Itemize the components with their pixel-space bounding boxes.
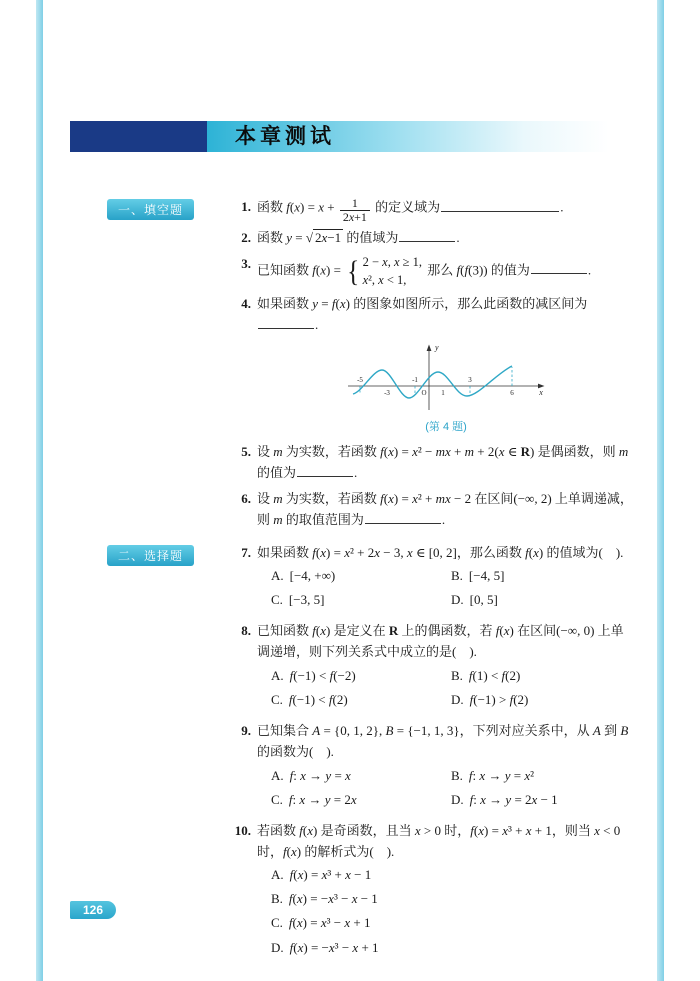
question-stem — [257, 254, 635, 289]
option-label: B. — [451, 767, 463, 783]
figure-caption: (第 4 题) — [425, 421, 467, 434]
option-label: C. — [271, 791, 283, 807]
text-run: 那么 — [424, 262, 457, 278]
text-run: 若函数 — [257, 822, 300, 838]
answer-blank — [531, 272, 587, 274]
answer-blank — [258, 327, 314, 329]
text-run: 时， — [441, 822, 471, 838]
case-row: 2 − x, x ≥ 1, — [362, 254, 423, 269]
question-stem — [257, 442, 635, 484]
text-run: . — [315, 316, 319, 332]
question-7 — [227, 543, 635, 617]
math-run: f(x) = x² + mx − 2 — [380, 490, 472, 506]
section-badge-choice: 二、选择题 — [107, 545, 194, 566]
option-text: f(−1) < f(2) — [288, 692, 348, 708]
function-graph — [346, 340, 546, 416]
text-run: 为实数，若函数 — [282, 490, 381, 506]
text-run: 在区间 — [471, 490, 514, 506]
option-label: B. — [451, 668, 463, 683]
option-text: f: x → y = 2x — [288, 791, 357, 807]
option-label: D. — [451, 791, 464, 807]
option-A — [271, 764, 451, 788]
question-8 — [227, 621, 635, 716]
text-run: 的值为 — [487, 262, 530, 278]
case-rows — [363, 254, 422, 289]
answer-blank — [365, 522, 441, 524]
option-text: f(x) = x³ − x + 1 — [288, 915, 371, 931]
option-text: f(x) = x³ + x − 1 — [289, 867, 372, 883]
option-C — [271, 688, 451, 712]
math-run: x < 0 — [594, 822, 621, 838]
option-A — [271, 664, 451, 688]
option-text: f(1) < f(2) — [468, 668, 521, 683]
math-run: A — [592, 723, 601, 739]
section-multiple-choice — [70, 543, 635, 964]
math-run: m — [273, 444, 283, 460]
question-number: 5. — [241, 444, 251, 460]
tick-origin: O — [421, 389, 427, 398]
option-text: f(−1) > f(2) — [469, 692, 529, 708]
math-run: f(x) = x² − mx + m + 2(x ∈ — [380, 444, 521, 460]
math-run: f(x) = x² + 2x − 3, x ∈ [0, 2] — [312, 544, 457, 560]
content-area — [70, 197, 635, 969]
left-brace: { — [347, 254, 360, 288]
option-label: B. — [271, 891, 283, 907]
option-text: f: x → y = x² — [468, 767, 535, 783]
text-run: ，那么函数 — [456, 544, 526, 560]
option-A — [271, 863, 635, 887]
math-run: B — [620, 723, 629, 739]
text-run: 是偶函数，则 — [534, 444, 619, 460]
text-run: 的取值范围为 — [282, 511, 364, 527]
question-stem — [257, 294, 635, 336]
math-run: f(x) = — [312, 262, 345, 278]
text-run: 如果函数 — [257, 544, 313, 560]
option-label: A. — [271, 668, 284, 683]
option-D — [451, 788, 635, 812]
options-grid — [271, 863, 635, 959]
option-label: D. — [451, 692, 464, 708]
text-run: 在区间 — [513, 623, 557, 639]
question-9 — [227, 721, 635, 816]
options-grid — [271, 664, 635, 712]
math-run: m — [273, 490, 283, 506]
fraction-numerator: 1 — [351, 196, 358, 210]
header-gradient-bar — [207, 121, 630, 152]
text-run: 的值为 — [257, 465, 297, 481]
question-body — [257, 442, 635, 484]
option-text: [−4, 5] — [468, 568, 505, 584]
option-label: C. — [271, 915, 283, 931]
text-run: 函数 — [257, 199, 287, 215]
option-label: D. — [451, 592, 464, 608]
text-run: . — [354, 465, 358, 481]
option-label: A. — [271, 568, 284, 584]
text-run: ，下列对应关系中，从 — [459, 723, 593, 739]
option-D — [451, 588, 635, 612]
text-run: 设 — [257, 490, 274, 506]
math-run: f(x) = x³ + x + 1 — [470, 822, 552, 838]
page-number-badge: 126 — [70, 901, 116, 919]
math-run: f(x) — [283, 843, 302, 859]
tick-minus5: -5 — [357, 376, 363, 385]
question-4 — [227, 294, 635, 438]
question-list-fill-in — [227, 197, 635, 531]
bold-math-run: R — [388, 623, 399, 639]
fraction-denominator: 2x+1 — [340, 210, 370, 224]
question-5 — [227, 442, 635, 484]
option-C — [271, 588, 451, 612]
question4-figure — [341, 340, 551, 434]
question-body — [257, 228, 635, 249]
answer-blank — [297, 475, 353, 477]
text-run: 已知集合 — [257, 723, 313, 739]
question-number: 7. — [241, 544, 251, 560]
options-grid — [271, 564, 635, 612]
case-row: x², x < 1, — [362, 272, 407, 287]
question-body — [257, 489, 635, 531]
question-stem — [257, 621, 635, 663]
text-run: 的解析式为( ). — [301, 843, 395, 859]
math-run: A = {0, 1, 2}, B = {−1, 1, 3} — [312, 723, 460, 739]
question-number: 8. — [241, 623, 251, 639]
option-B — [271, 887, 635, 911]
math-run: (−∞, 0) — [556, 623, 595, 639]
math-run: m — [618, 444, 629, 460]
question-number: 3. — [241, 255, 251, 271]
option-text: [−3, 5] — [288, 592, 325, 608]
question-number: 4. — [241, 295, 251, 311]
question-list-choice — [227, 543, 635, 964]
question-2 — [227, 228, 635, 249]
option-label: D. — [271, 939, 284, 955]
option-B — [451, 564, 635, 588]
question-10 — [227, 821, 635, 964]
math-run: ) — [529, 444, 535, 460]
text-run: . — [441, 511, 446, 527]
text-run: 上单调递减，则 — [257, 490, 633, 527]
question-number: 9. — [241, 723, 251, 739]
question-3 — [227, 254, 635, 289]
text-run: 为实数，若函数 — [282, 444, 381, 460]
text-run: 的定义域为 — [371, 199, 441, 215]
text-run: . — [587, 262, 592, 278]
text-run: 如果函数 — [257, 295, 313, 311]
option-A — [271, 564, 451, 588]
question-stem — [257, 543, 635, 564]
question-1 — [227, 197, 635, 223]
question-number: 10. — [234, 822, 251, 838]
question-6 — [227, 489, 635, 531]
text-run: 设 — [257, 444, 274, 460]
option-C — [271, 911, 635, 935]
tick-1: 1 — [441, 389, 445, 398]
piecewise-cases — [346, 254, 422, 289]
section-fill-in-blanks — [70, 197, 635, 531]
option-label: C. — [271, 692, 283, 708]
question-body — [257, 721, 635, 816]
math-run: f(x) — [299, 822, 318, 838]
option-label: B. — [451, 568, 463, 584]
question-stem — [257, 197, 635, 223]
text-run: 的图象如图所示，那么此函数的减区间为 — [349, 295, 588, 311]
math-run: (−∞, 2) — [513, 490, 552, 506]
question-stem — [257, 228, 635, 249]
question-body — [257, 621, 635, 716]
text-run: 已知函数 — [257, 262, 313, 278]
fraction — [340, 197, 370, 223]
question-number: 1. — [241, 199, 251, 214]
text-run: . — [560, 199, 564, 215]
question-stem — [257, 821, 635, 863]
x-axis-label: x — [539, 388, 543, 398]
question-number: 2. — [241, 230, 251, 246]
tick-3: 3 — [468, 376, 472, 385]
option-text: f(x) = −x³ − x + 1 — [289, 939, 379, 955]
question-body — [257, 197, 635, 223]
math-run: f(x) — [525, 544, 544, 560]
text-run: 的值域为( ). — [543, 544, 624, 560]
text-run: 上的偶函数，若 — [398, 623, 496, 639]
question-body — [257, 821, 635, 964]
math-run: f(x) — [312, 623, 331, 639]
math-run: f(x) — [495, 623, 514, 639]
left-border-strip — [36, 0, 43, 981]
question-stem — [257, 489, 635, 531]
radical-sign: √ — [305, 230, 314, 246]
y-axis-label: y — [435, 343, 439, 353]
section-badge-fill-in: 一、填空题 — [107, 199, 194, 220]
math-run: y = f(x) — [312, 295, 350, 311]
option-B — [451, 664, 635, 688]
option-D — [451, 688, 635, 712]
radicand: 2x−1 — [315, 230, 342, 246]
text-run: 上单调递增，则下列关系式中成立的是( ). — [257, 623, 624, 660]
tick-6: 6 — [510, 389, 514, 398]
text-run: 已知函数 — [257, 623, 313, 639]
question-body — [257, 543, 635, 617]
text-run: 函数 — [257, 230, 287, 246]
option-text: [−4, +∞) — [289, 568, 336, 584]
option-text: f: x → y = x — [289, 767, 351, 783]
tick-minus1: -1 — [412, 376, 418, 385]
answer-blank — [399, 240, 455, 242]
right-border-strip — [657, 0, 664, 981]
text-run: 时， — [257, 843, 284, 859]
math-run: m — [273, 511, 283, 527]
text-run: ，则当 — [551, 822, 595, 838]
bold-math-run: R — [520, 444, 530, 460]
text-run: . — [456, 230, 460, 246]
question-body — [257, 254, 635, 289]
option-label: C. — [271, 592, 283, 608]
question-number: 6. — [241, 490, 251, 506]
option-D — [271, 936, 635, 960]
text-run: 是定义在 — [330, 623, 389, 639]
page-title: 本章测试 — [235, 125, 335, 148]
question-stem — [257, 721, 635, 763]
text-run: 到 — [600, 723, 621, 739]
math-run: x > 0 — [414, 822, 441, 838]
tick-minus3: -3 — [384, 389, 390, 398]
options-grid — [271, 764, 635, 812]
option-label: A. — [271, 867, 284, 883]
question-body — [257, 294, 635, 438]
option-C — [271, 788, 451, 812]
text-run: 的值域为 — [343, 230, 399, 246]
header-dark-block — [70, 121, 207, 152]
option-text: [0, 5] — [469, 592, 498, 608]
text-run: 是奇函数，且当 — [317, 822, 415, 838]
math-run: f(f(3)) — [456, 262, 488, 278]
option-B — [451, 764, 635, 788]
answer-blank — [441, 210, 559, 212]
math-run: f(x) = x + — [286, 199, 338, 215]
option-text: f(−1) < f(−2) — [289, 668, 356, 683]
square-root — [306, 229, 343, 245]
chapter-header — [70, 121, 630, 152]
option-text: f(x) = −x³ − x − 1 — [288, 891, 378, 907]
text-run: 的函数为( ). — [257, 743, 334, 759]
option-label: A. — [271, 767, 284, 783]
math-run: y = — [286, 230, 306, 246]
option-text: f: x → y = 2x − 1 — [469, 791, 558, 807]
